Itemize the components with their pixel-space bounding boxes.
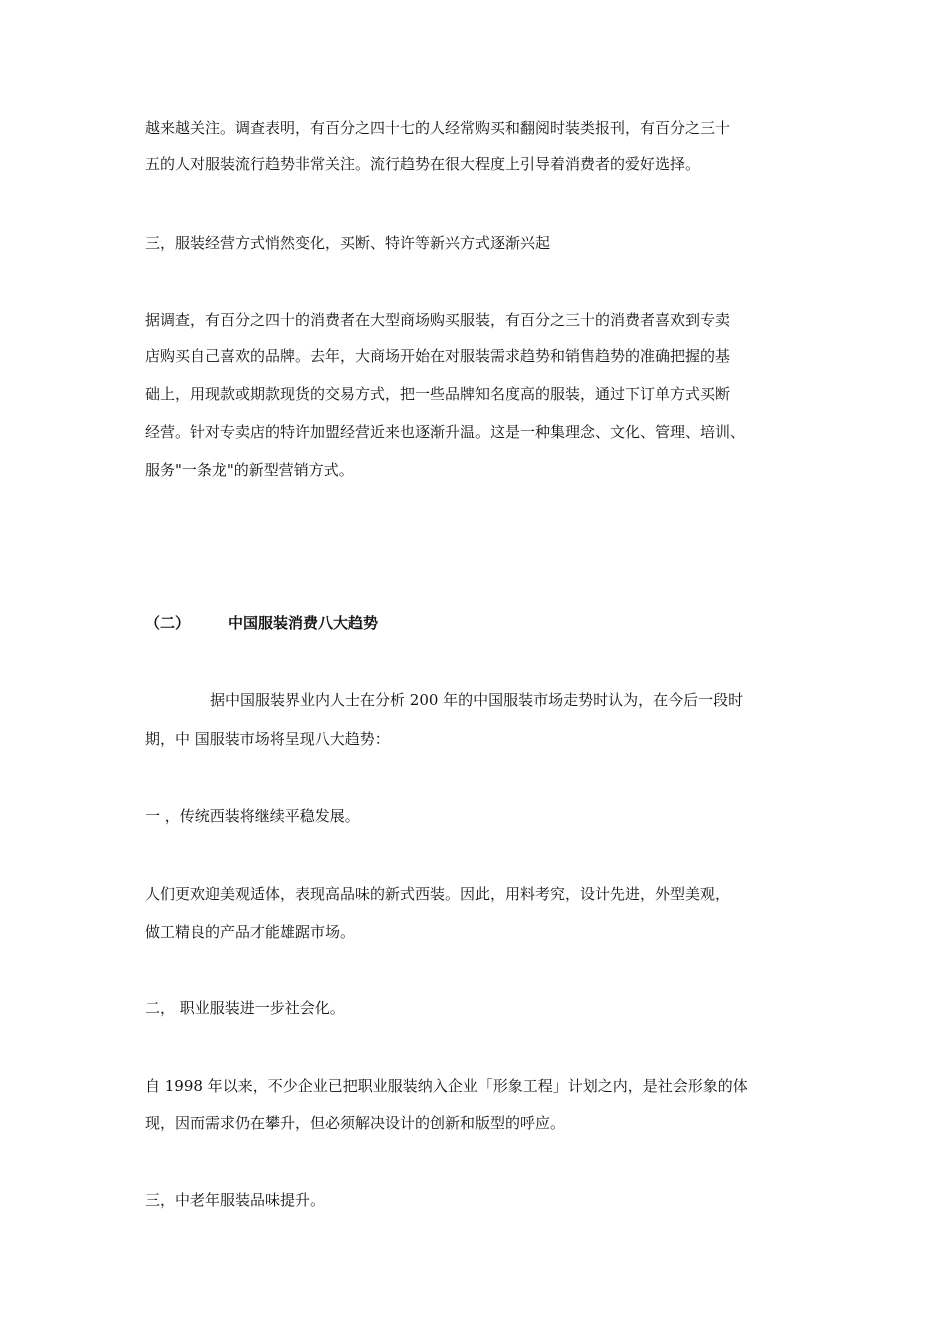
trend-2-title: 二， 职业服装进一步社会化。 [145, 999, 345, 1017]
paragraph-2-line-3: 础上，用现款或期款现货的交易方式，把一些品牌知名度高的服装，通过下订单方式买断 [145, 385, 731, 403]
paragraph-2-line-2: 店购买自己喜欢的品牌。去年，大商场开始在对服装需求趋势和销售趋势的准确把握的基 [145, 347, 731, 365]
paragraph-2-line-1: 据调查，有百分之四十的消费者在大型商场购买服装，有百分之三十的消费者喜欢到专卖 [145, 311, 731, 329]
paragraph-2-line-4: 经营。针对专卖店的特许加盟经营近来也逐渐升温。这是一种集理念、文化、管理、培训、 [145, 423, 746, 441]
section-three-title: 三，服装经营方式悄然变化，买断、特许等新兴方式逐渐兴起 [145, 234, 551, 252]
paragraph-2-line-5: 服务"一条龙"的新型营销方式。 [145, 461, 354, 479]
trend-1-title: 一 ，传统西装将继续平稳发展。 [145, 807, 360, 825]
trend-2-body-line-2: 现，因而需求仍在攀升，但必须解决设计的创新和版型的呼应。 [145, 1114, 566, 1132]
trend-1-body-line-2: 做工精良的产品才能雄踞市场。 [145, 923, 356, 941]
trend-1-body-line-1: 人们更欢迎美观适体，表现高品味的新式西装。因此，用料考究，设计先进，外型美观， [145, 885, 731, 903]
paragraph-1-line-1: 越来越关注。调查表明，有百分之四十七的人经常购买和翻阅时装类报刊，有百分之三十 [145, 119, 731, 137]
trend-3-title: 三，中老年服装品味提升。 [145, 1191, 326, 1209]
intro-line-2: 期，中 国服装市场将呈现八大趋势： [145, 730, 390, 748]
section-heading-number: （二） [145, 614, 191, 632]
section-heading-title: 中国服装消费八大趋势 [228, 614, 379, 632]
trend-2-body-line-1: 自 1998 年以来，不少企业已把职业服装纳入企业「形象工程」计划之内，是社会形象的体 [145, 1077, 748, 1095]
paragraph-1-line-2: 五的人对服装流行趋势非常关注。流行趋势在很大程度上引导着消费者的爱好选择。 [145, 155, 701, 173]
intro-line-1: 据中国服装界业内人士在分析 200 年的中国服装市场走势时认为，在今后一段时 [210, 691, 744, 709]
